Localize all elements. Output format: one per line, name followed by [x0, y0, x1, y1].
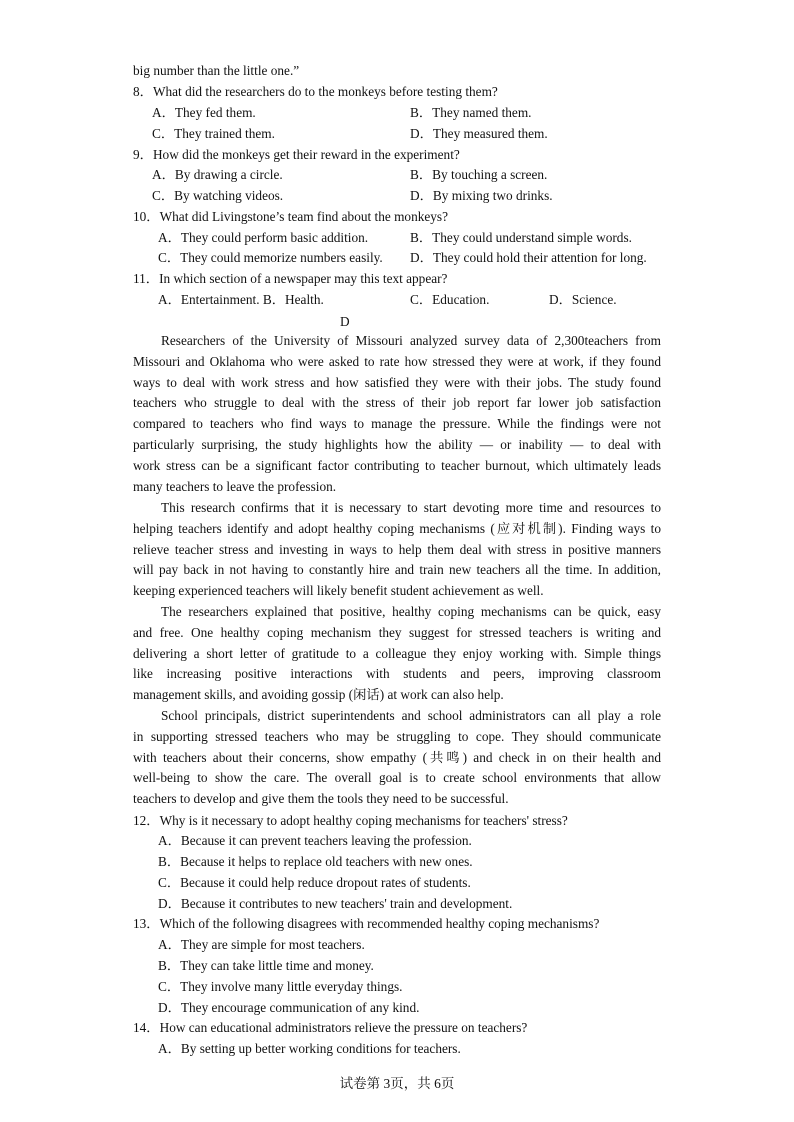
question-8-stem: 8．What did the researchers do to the monkeys before testing them?	[133, 84, 498, 99]
question-13-stem: 13．Which of the following disagrees with recommended healthy coping mechanisms?	[133, 916, 600, 931]
question-13-option-a: A．They are simple for most teachers.	[158, 937, 365, 952]
passage-line: delivering a short letter of gratitude to a colleague they enjoy working with. Simple things	[133, 645, 661, 661]
question-11-option-c: C．Education.	[410, 292, 490, 307]
question-12-option-a: A．Because it can prevent teachers leaving the profession.	[158, 833, 472, 848]
passage-line: will pay back in not having to constantly hire and train new teachers all the time. In addition,	[133, 562, 661, 578]
question-10-option-b: B．They could understand simple words.	[410, 230, 632, 245]
question-10-stem: 10．What did Livingstone’s team find about the monkeys?	[133, 209, 449, 224]
question-8-option-c: C．They trained them.	[152, 126, 275, 141]
question-12-option-d: D．Because it contributes to new teachers' train and development.	[158, 896, 513, 911]
question-10-option-d: D．They could hold their attention for long.	[410, 250, 647, 265]
passage-line: work stress can be a significant factor contributing to teacher burnout, which ultimately leads	[133, 457, 661, 473]
question-8-option-b: B．They named them.	[410, 105, 532, 120]
question-9-option-d: D．By mixing two drinks.	[410, 188, 553, 203]
passage-letter: D	[340, 314, 350, 329]
passage-line: Missouri and Oklahoma who were asked to rate how stressed they were at work, if they found	[133, 353, 661, 369]
passage-paragraph-2	[133, 498, 661, 602]
intro-tail: big number than the little one.”	[133, 63, 300, 78]
passage-line: in supporting stressed teachers who may be struggling to cope. They should communicate	[133, 728, 661, 744]
passage-line: with teachers about their concerns, show empathy (共鸣) and check in on their health and	[133, 749, 661, 765]
question-9-option-a: A．By drawing a circle.	[152, 167, 283, 182]
passage-line: like increasing positive interactions with students and peers, improving classroom	[133, 666, 661, 682]
passage-line: School principals, district superintendents and school administrators can all play a role	[161, 708, 661, 723]
question-9-option-c: C．By watching videos.	[152, 188, 284, 203]
question-9-stem: 9．How did the monkeys get their reward in the experiment?	[133, 147, 460, 162]
question-12-option-c: C．Because it could help reduce dropout rates of students.	[158, 875, 471, 890]
passage-line: This research confirms that it is necessary to start devoting more time and resources to	[161, 500, 661, 515]
question-9-option-b: B．By touching a screen.	[410, 167, 548, 182]
question-8-option-a: A．They fed them.	[152, 105, 256, 120]
passage-line: many teachers to leave the profession.	[133, 478, 337, 494]
passage-line: and free. One healthy coping mechanism they suggest for stressed teachers is writing and	[133, 624, 661, 640]
question-8-option-d: D．They measured them.	[410, 126, 548, 141]
passage-line: teachers to develop and give them the tools they need to be successful.	[133, 791, 509, 807]
passage-line: relieve teacher stress and investing in ways to help them deal with stress in positive manners	[133, 541, 661, 557]
passage-line: The researchers explained that positive, healthy coping mechanisms can be quick, easy	[161, 604, 661, 619]
passage-paragraph-3	[133, 602, 661, 706]
passage-paragraph-1	[133, 331, 661, 497]
passage-line: Researchers of the University of Missouri analyzed survey data of 2,300teachers from	[161, 333, 661, 348]
question-11-option-ab: A．Entertainment. B．Health.	[158, 292, 324, 307]
passage-line: helping teachers identify and adopt healthy coping mechanisms (应对机制). Finding ways to	[133, 520, 661, 536]
passage-line: ways to deal with work stress and how satisfied they were with their jobs. The study found	[133, 374, 661, 390]
question-13-option-c: C．They involve many little everyday things.	[158, 979, 403, 994]
question-12-option-b: B．Because it helps to replace old teachers with new ones.	[158, 854, 473, 869]
page-footer: 试卷第 3页，共 6页	[339, 1076, 455, 1091]
question-11-option-d: D．Science.	[549, 292, 617, 307]
question-12-stem: 12．Why is it necessary to adopt healthy coping mechanisms for teachers' stress?	[133, 813, 568, 828]
question-13-option-d: D．They encourage communication of any kind.	[158, 1000, 420, 1015]
passage-line: particularly surprising, the study highlights how the ability — or inability — to deal with	[133, 436, 661, 452]
passage-line: teachers who struggle to deal with the stress of their job report far lower job satisfaction	[133, 395, 661, 411]
passage-line: compared to teachers who find ways to manage the pressure. While the findings were not	[133, 416, 661, 432]
question-14-option-a: A．By setting up better working conditions for teachers.	[158, 1041, 461, 1056]
passage-line: keeping experienced teachers will likely benefit student achievement as well.	[133, 583, 544, 599]
passage-line: management skills, and avoiding gossip (闲话) at work can also help.	[133, 687, 504, 703]
question-11-stem: 11．In which section of a newspaper may this text appear?	[133, 271, 448, 286]
passage-paragraph-4	[133, 706, 661, 810]
question-13-option-b: B．They can take little time and money.	[158, 958, 374, 973]
question-14-stem: 14．How can educational administrators relieve the pressure on teachers?	[133, 1020, 528, 1035]
passage-line: well-being to show the care. The overall goal is to create school environments that allow	[133, 770, 661, 786]
question-10-option-a: A．They could perform basic addition.	[158, 230, 369, 245]
question-10-option-c: C．They could memorize numbers easily.	[158, 250, 383, 265]
